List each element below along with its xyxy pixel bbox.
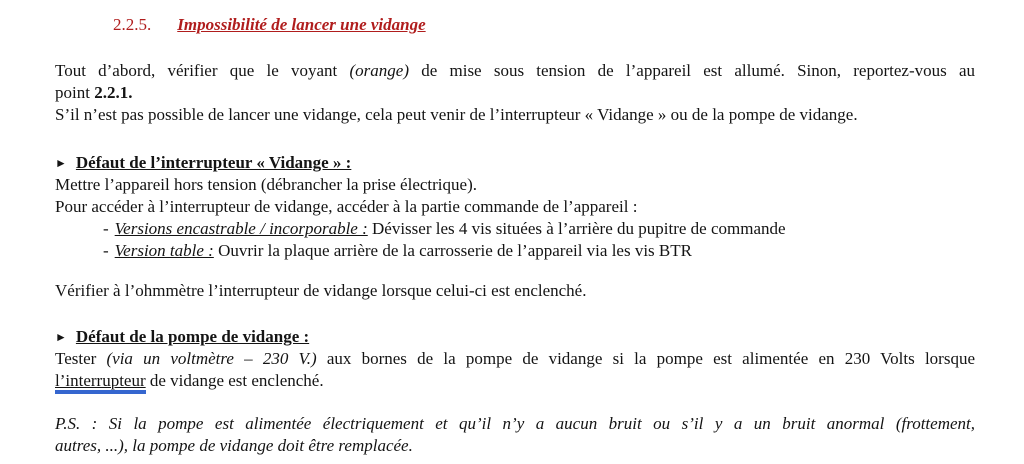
intro-line-1-italic: (orange) — [349, 61, 409, 80]
grammar-marked-word: l’interrupteur — [55, 371, 146, 390]
switch-fault-line-1: Mettre l’appareil hors tension (débrancher la prise électrique). — [55, 175, 477, 194]
intro-line-1-pre: Tout d’abord, vérifier que le voyant — [55, 61, 350, 80]
dash-bullet: - — [103, 219, 109, 238]
switch-fault-line-2: Pour accéder à l’interrupteur de vidange, accéder à la partie commande de l’appareil : — [55, 197, 638, 216]
intro-line-1 — [55, 60, 975, 82]
ohmmeter-check-line: Vérifier à l’ohmmètre l’interrupteur de vidange lorsque celui-ci est enclenché. — [55, 281, 587, 300]
switch-fault-heading — [55, 152, 975, 174]
pump-line-2-rest: de vidange est enclenché. — [145, 371, 324, 390]
postscript-line-1: P.S. : Si la pompe est alimentée électriquement et qu’il n’y a aucun bruit ou s’il y a un bruit anormal (frottement, — [55, 414, 975, 433]
pump-fault-line-1 — [55, 348, 975, 370]
pump-line-1-pre: Tester — [55, 349, 107, 368]
pump-fault-line-2 — [55, 370, 975, 392]
triangle-bullet-icon: ► — [55, 330, 67, 344]
postscript-paragraph — [55, 413, 975, 457]
pump-fault-title: Défaut de la pompe de vidange : — [75, 327, 310, 346]
postscript-line-2: autres, ...), la pompe de vidange doit être remplacée. — [55, 436, 413, 455]
pump-line-1-italic: (via un voltmètre – 230 V.) — [106, 349, 317, 368]
intro-paragraph — [55, 60, 975, 126]
switch-fault-title: Défaut de l’interrupteur « Vidange » : — [75, 153, 352, 172]
intro-line-3: S’il n’est pas possible de lancer une vidange, cela peut venir de l’interrupteur « Vidange » ou de la pompe de vidange. — [55, 105, 858, 124]
pump-fault-heading — [55, 326, 975, 348]
item-label: Versions encastrable / incorporable : — [114, 219, 368, 238]
list-item-version-table — [103, 240, 975, 262]
dash-bullet: - — [103, 241, 109, 260]
intro-line-2-pre: point — [55, 83, 95, 102]
heading-number: 2.2.5. — [113, 15, 152, 34]
intro-line-1-post: de mise sous tension de l’appareil est allumé. Sinon, reportez-vous au — [409, 61, 975, 80]
item-text: Ouvrir la plaque arrière de la carrosserie de l’appareil via les vis BTR — [213, 241, 692, 260]
intro-line-2 — [55, 82, 975, 104]
item-text: Dévisser les 4 vis situées à l’arrière du pupitre de commande — [367, 219, 786, 238]
list-item-versions-encastrable — [103, 218, 975, 240]
heading-title: Impossibilité de lancer une vidange — [177, 15, 426, 34]
item-label: Version table : — [114, 241, 214, 260]
triangle-bullet-icon: ► — [55, 156, 67, 170]
pump-line-1-post: aux bornes de la pompe de vidange si la pompe est alimentée en 230 Volts lorsque — [316, 349, 975, 368]
doc-section-heading — [113, 14, 975, 36]
intro-line-2-ref: 2.2.1. — [94, 83, 133, 102]
